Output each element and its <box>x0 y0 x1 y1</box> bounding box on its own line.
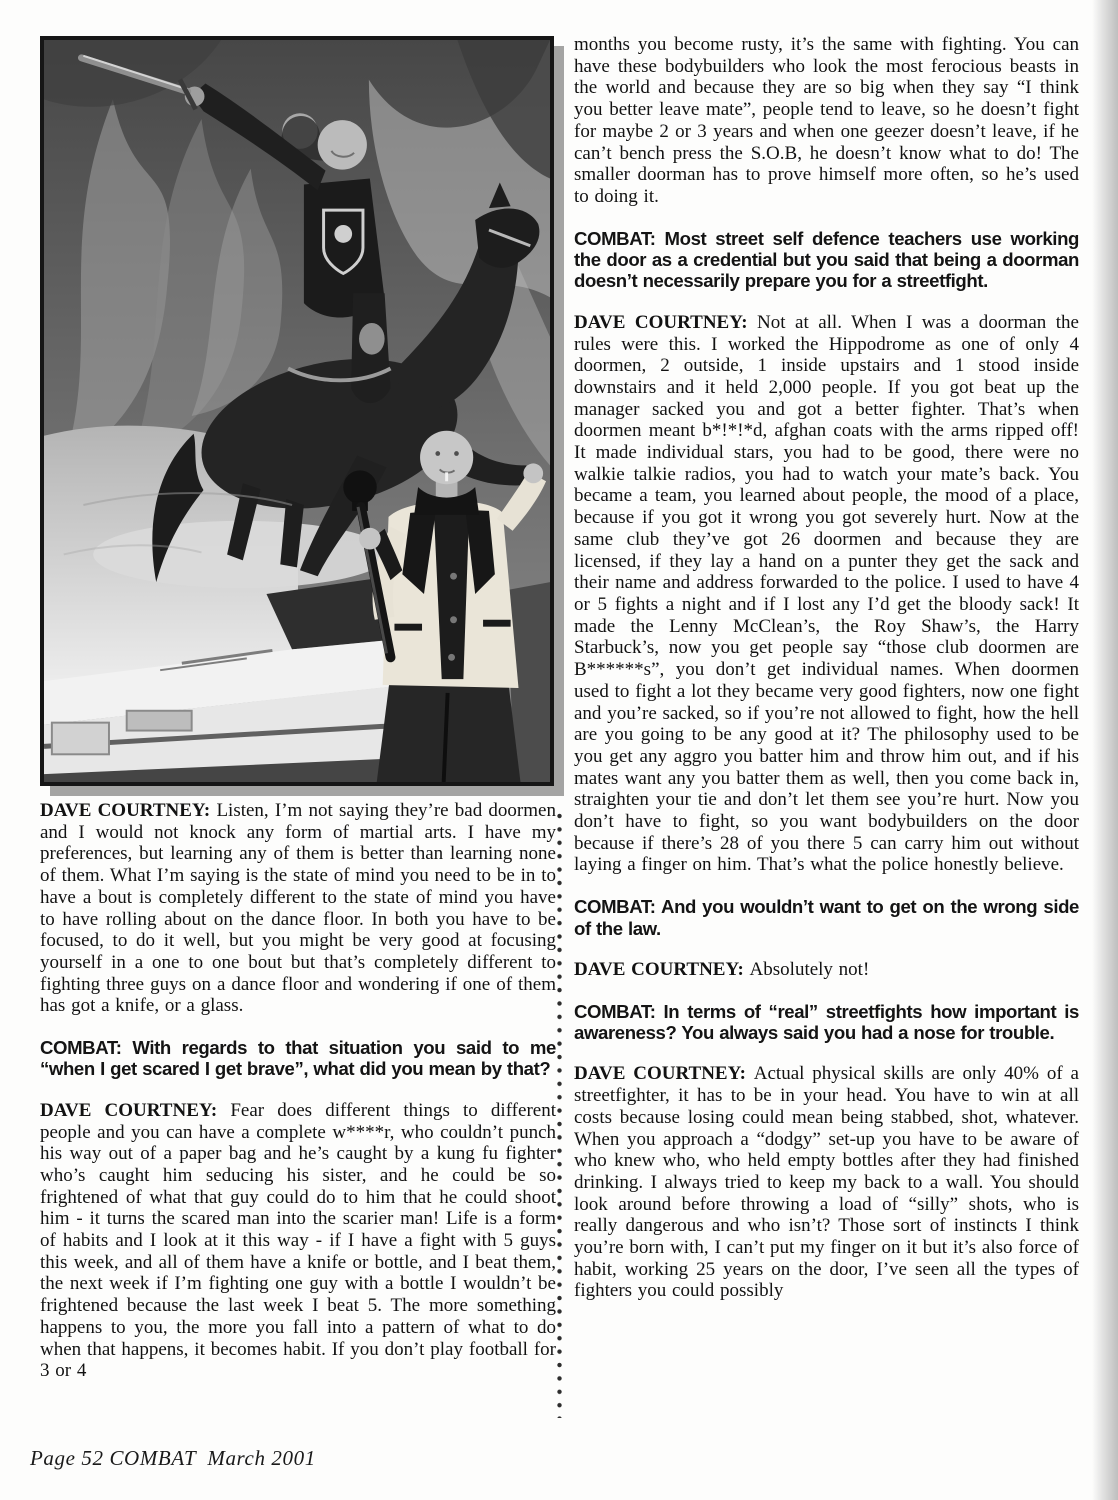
page-footer: Page 52 COMBAT March 2001 <box>30 1446 316 1470</box>
paragraph-text: Absolutely not! <box>749 958 870 980</box>
interviewee-paragraph <box>574 312 1079 876</box>
left-column-text <box>40 800 556 1382</box>
paragraph-text: months you become rusty, it’s the same with fighting. You can have these bodybuilders who look the most ferocious beasts in the world and because they are so big when they say “I think you better leave mate”, people tend to leave, so he doesn’t fight for maybe 2 or 3 years and when one geezer doesn’t leave, if he can’t bench press the S.O.B, he doesn’t know what to do! The smaller doorman has to prove himself more often, so he’s used to doing it. <box>574 34 1079 207</box>
paragraph-text: COMBAT: And you wouldn’t want to get on the wrong side of the law. <box>574 896 1079 939</box>
paragraph-text: Actual physical skills are only 40% of a streetfighter, it has to be in your head. You have to win at all costs because losing could mean being stabbed, shot, whatever. When you approach a “dodgy” set-up you have to be aware of who knew who, who held empty bottles after they had finished drinking. I always tried to keep my back to a wall. You should look around before throwing a load of “silly” shots, who is really dangerous and who isn’t? Those sort of instincts I think you’re born with, I can’t put my finger on it but it’s also force of habit, working 25 years on the door, I’ve seen all the types of fighters you could possibly <box>574 1063 1079 1302</box>
paragraph-text: Fear does different things to different people and you can have a complete w****r, who couldn’t punch his way out of a paper bag and he’s caught by a kung fu fighter who’s caught him seducing his sister, and he could be so frightened of what that guy could do to him that he could shoot him - it turns the scared man into the scarier man! Life is a form of habits and I look at it this way - if I have a fight with 5 guys this week, and all of them have a knife or bottle, and I beat them, the next week if I’m fighting one guy with a bottle I wouldn’t be frightened because the last week I beat 5. The more something happens to you, the more you fall into a pattern of what to do when that happens, it becomes habit. If you don’t play football for 3 or 4 <box>40 1099 556 1382</box>
interviewee-paragraph <box>574 959 1079 981</box>
interviewee-paragraph <box>40 1100 556 1382</box>
paragraph-text: COMBAT: In terms of “real” streetfights how important is awareness? You always said you had a nose for trouble. <box>574 1000 1079 1044</box>
right-column <box>574 34 1079 1322</box>
speaker-label: DAVE COURTNEY: <box>40 1099 231 1121</box>
paragraph-text: Not at all. When I was a doorman the rules were this. I worked the Hippodrome as one of only 4 doormen, 2 outside, 1 inside upstairs and 1 stood inside downstairs and it held 2,000 people. If you got beat up the manager sacked you and got a better fighter. That’s when doormen meant b*!*!*d, afghan coats with the arms ripped off! It made individual stars, you had to be good, there were no walkie talkie radios, you had to watch your mate’s back. You became a team, you learned about people, the mood of a place, because if you got it wrong you got severely hurt. Now at the same club they’ve got 26 doormen and because they are licensed, if they lay a hand on a punter they get the sack and their name and address forwarded to the police. I used to have 4 or 5 fights a night and if I lost any I’d get the bloody sack! It made the Lenny McClean’s, the Roy Shaw’s, the Harry Starbuck’s, now you get people say “those club doormen are B******s”, you don’t get individual names. When doormen used to fight a lot they became very good fighters, now one fight and you’re sacked, so if you’re not allowed to fight, how the hell are you going to be any good at it? The philosophy used to be you get any aggro you batter him and throw him out, and if his mates want any you batter them as well, then you come back in, straighten your tie and don’t let them see you’re hurt. Now you don’t have to fight, so you want bodybuilders on the door because if there’s 28 of you there 5 can carry him out without laying a finger on him. That’s what the police honestly believe. <box>574 311 1079 876</box>
speaker-label: DAVE COURTNEY: <box>574 958 750 980</box>
speaker-label: DAVE COURTNEY: <box>40 800 217 821</box>
speaker-label: DAVE COURTNEY: <box>574 1063 754 1085</box>
interviewer-question <box>574 228 1079 292</box>
dave-courtney-photo <box>40 36 554 786</box>
interviewer-question <box>574 896 1079 939</box>
column-divider-dotted <box>557 812 562 1418</box>
interviewee-paragraph <box>574 34 1079 208</box>
photo-illustration <box>44 40 550 782</box>
speaker-label: DAVE COURTNEY: <box>574 311 758 333</box>
interviewer-question <box>40 1037 556 1080</box>
interviewee-paragraph <box>40 800 556 1017</box>
paragraph-text: COMBAT: Most street self defence teachers use working the door as a credential but you said that being a doorman doesn’t necessarily prepare you for a streetfight. <box>574 227 1079 292</box>
page-edge-shading <box>1092 0 1118 1500</box>
paragraph-text: Listen, I’m not saying they’re bad doormen and I would not knock any form of martial arts. I have my preferences, but learning any of them is better than learning none of them. What I’m saying is the state of mind you need to be in to have a bout is completely different to the state of mind you have to have rolling about on the dance floor. In both you have to be focused, to do it well, but you might be very good at focusing yourself in a one to one bout but that’s completely different to fighting three guys on a dance floor and wondering if one of them has got a knife, or a glass. <box>40 800 556 1017</box>
left-column <box>40 36 556 1402</box>
interviewee-paragraph <box>574 1063 1079 1302</box>
interviewer-question <box>574 1001 1079 1044</box>
paragraph-text: COMBAT: With regards to that situation you said to me “when I get scared I get brave”, what did you mean by that? <box>40 1037 556 1080</box>
